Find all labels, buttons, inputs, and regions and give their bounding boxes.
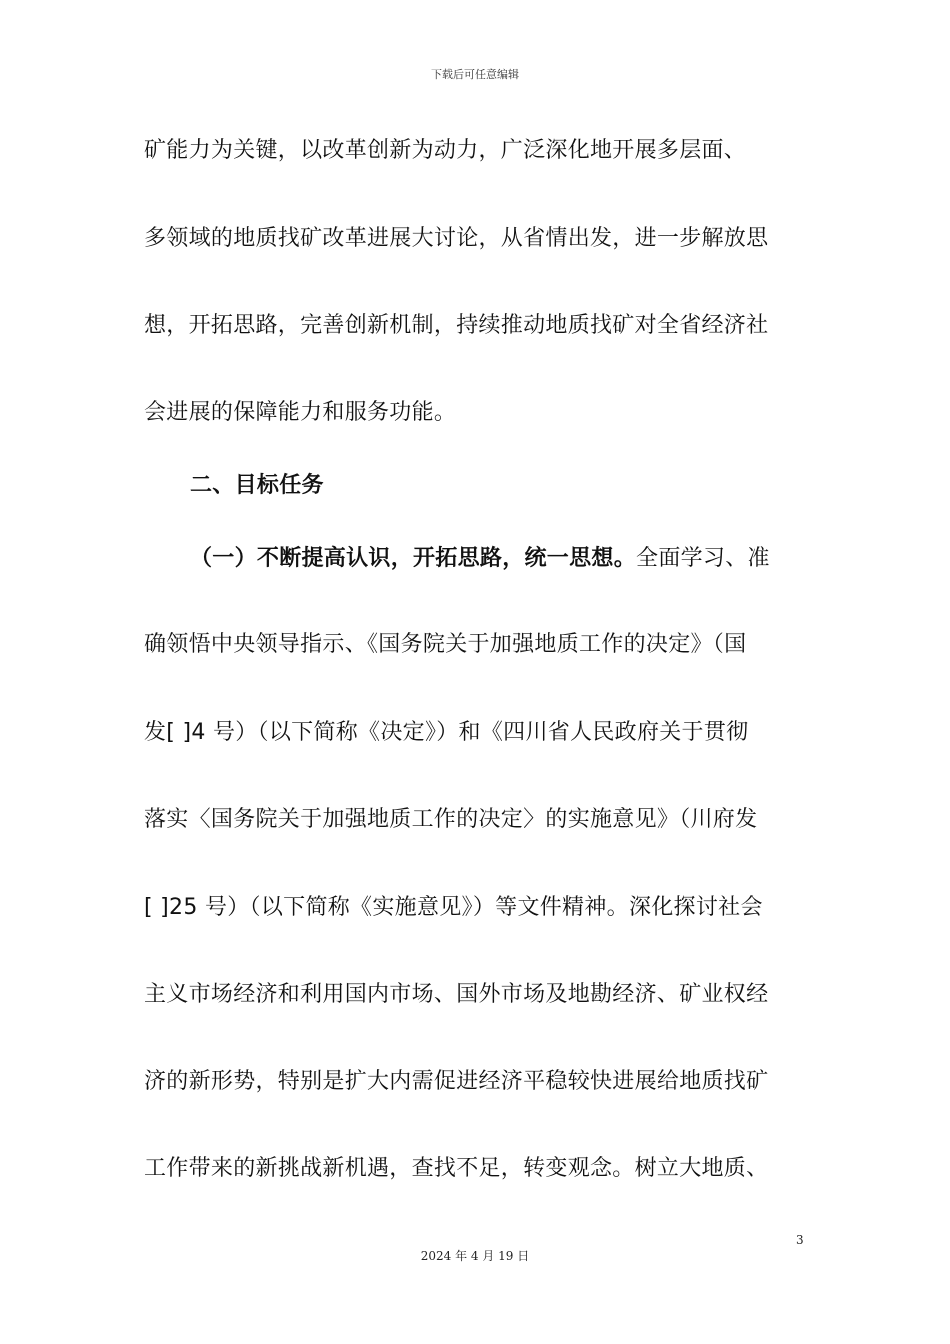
section-heading: 二、目标任务 — [190, 473, 324, 498]
paragraph-lead — [190, 545, 870, 573]
body-line: 想，开拓思路，完善创新机制，持续推动地质找矿对全省经济社 — [144, 313, 769, 338]
paragraph-line: 落实〈国务院关于加强地质工作的决定〉的实施意见》（川府发 — [144, 807, 758, 832]
paragraph-lead-rest: 全面学习、准 — [636, 546, 770, 571]
paragraph-line: 济的新形势，特别是扩大内需促进经济平稳较快进展给地质找矿 — [144, 1069, 769, 1094]
page-number: 3 — [796, 1233, 804, 1247]
footer-date: 2024 年 4 月 19 日 — [420, 1249, 530, 1263]
paragraph-line: 发[ ]4 号）（以下简称《决定》）和《四川省人民政府关于贯彻 — [144, 720, 749, 745]
paragraph-line: 工作带来的新挑战新机遇，查找不足，转变观念。树立大地质、 — [144, 1156, 769, 1181]
body-line: 矿能力为关键，以改革创新为动力，广泛深化地开展多层面、 — [144, 138, 747, 163]
body-line: 多领域的地质找矿改革进展大讨论，从省情出发，进一步解放思 — [144, 226, 769, 251]
body-line: 会进展的保障能力和服务功能。 — [144, 400, 457, 425]
paragraph-line: 主义市场经济和利用国内市场、国外市场及地勘经济、矿业权经 — [144, 982, 769, 1007]
paragraph-lead-bold: （一）不断提高认识，开拓思路，统一思想。 — [190, 546, 637, 571]
paragraph-line: 确领悟中央领导指示、《国务院关于加强地质工作的决定》（国 — [144, 632, 747, 657]
header-note: 下载后可任意编辑 — [431, 68, 519, 81]
paragraph-line: [ ]25 号）（以下简称《实施意见》）等文件精神。深化探讨社会 — [144, 895, 763, 920]
